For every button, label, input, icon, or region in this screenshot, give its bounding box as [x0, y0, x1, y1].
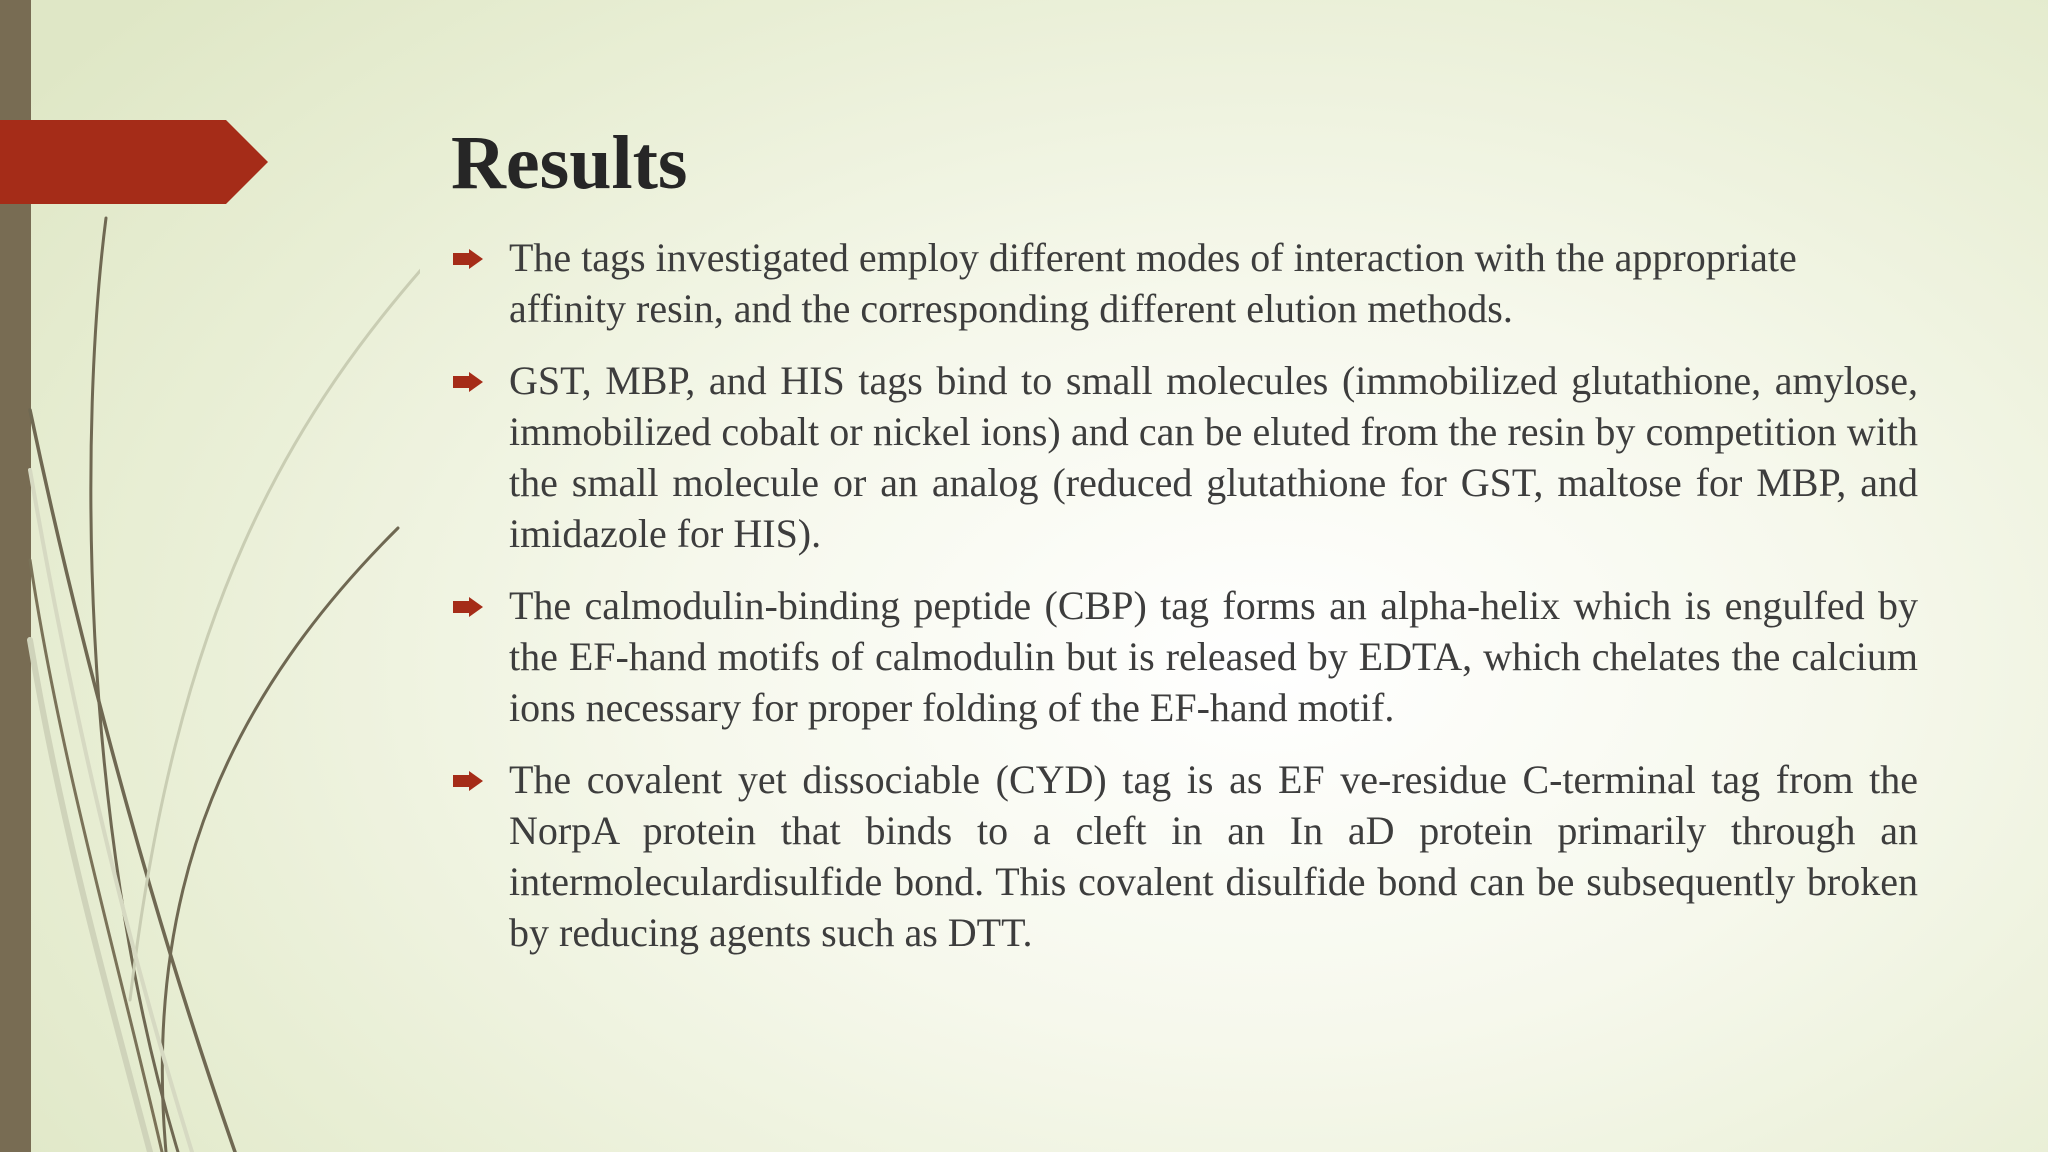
arrow-right-bullet-icon [453, 249, 483, 269]
bullet-text: The covalent yet dissociable (CYD) tag is as EF ve-residue C-terminal tag from the NorpA protein that binds to a cleft in an In aD protein primarily through an intermoleculardisulfide bond. This covalent disulfide bond can be subsequently broken by reducing agents such as DTT. [509, 757, 1918, 955]
bullet-item [453, 232, 1918, 334]
title-accent-banner [0, 120, 270, 206]
bullet-item [453, 754, 1918, 958]
bullet-text: The calmodulin-binding peptide (CBP) tag forms an alpha-helix which is engulfed by the EF-hand motifs of calmodulin but is released by EDTA, which chelates the calcium ions necessary for proper folding of the EF-hand motif. [509, 583, 1918, 730]
bullet-text: GST, MBP, and HIS tags bind to small molecules (immobilized glutathione, amylose, immobilized cobalt or nickel ions) and can be eluted from the resin by competition with the small molecule or an analog (reduced glutathione for GST, maltose for MBP, and imidazole for HIS). [509, 358, 1918, 556]
slide-title: Results [451, 121, 688, 205]
arrow-right-bullet-icon [453, 771, 483, 791]
arrow-right-bullet-icon [453, 372, 483, 392]
bullet-item [453, 355, 1918, 559]
bullet-item [453, 580, 1918, 733]
arrow-right-bullet-icon [453, 597, 483, 617]
bullet-list [453, 232, 1918, 979]
bullet-text: The tags investigated employ different modes of interaction with the appropriate affinity resin, and the corresponding different elution methods. [509, 235, 1797, 331]
